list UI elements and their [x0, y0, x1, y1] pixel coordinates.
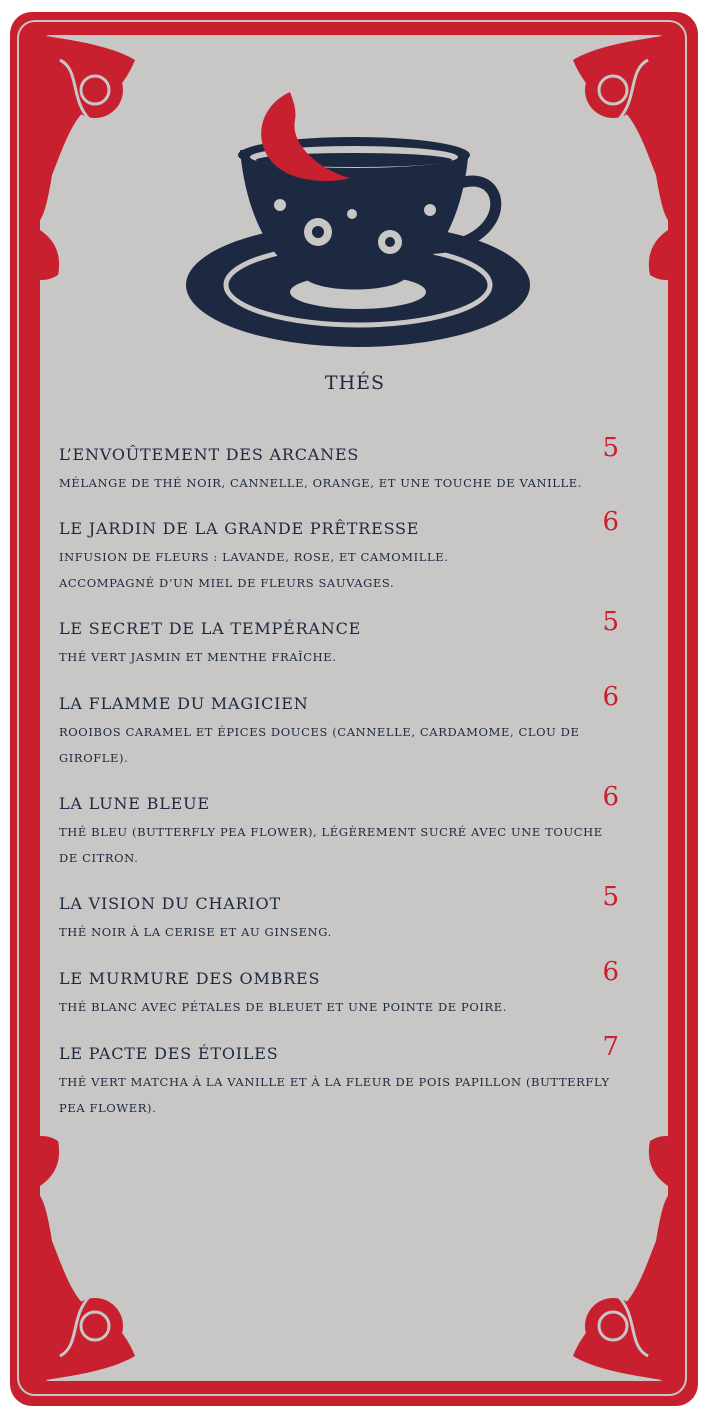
menu-item [59, 507, 619, 596]
item-name: LE PACTE DES ÉTOILES [59, 1044, 279, 1063]
section-title: THÉS [324, 372, 386, 394]
item-description: THÉ VERT JASMIN ET MENTHE FRAÎCHE. [59, 650, 337, 664]
item-name: LA LUNE BLEUE [59, 794, 210, 813]
menu-item [59, 433, 619, 496]
item-price: 6 [602, 682, 619, 712]
item-name: L’ENVOÛTEMENT DES ARCANES [59, 445, 360, 464]
item-description: MÉLANGE DE THÉ NOIR, CANNELLE, ORANGE, ET UNE TOUCHE DE VANILLE. [59, 476, 583, 490]
item-name: LE SECRET DE LA TEMPÉRANCE [59, 619, 362, 638]
item-price: 5 [602, 433, 619, 463]
item-price: 6 [602, 507, 619, 537]
item-description: THÉ VERT MATCHA À LA VANILLE ET À LA FLEUR DE POIS PAPILLON (BUTTERFLY PEA FLOWER). [59, 1075, 610, 1115]
item-description: THÉ NOIR À LA CERISE ET AU GINSENG. [59, 925, 332, 939]
menu-item [59, 1032, 619, 1121]
item-description: THÉ BLANC AVEC PÉTALES DE BLEUET ET UNE POINTE DE POIRE. [59, 1000, 508, 1014]
menu-item [59, 782, 619, 871]
item-price: 6 [602, 957, 619, 987]
item-name: LA VISION DU CHARIOT [59, 894, 281, 913]
item-description: ROOIBOS CARAMEL ET ÉPICES DOUCES (CANNELLE, CARDAMOME, CLOU DE GIROFLE). [59, 725, 580, 765]
item-name: LE MURMURE DES OMBRES [59, 969, 321, 988]
item-price: 5 [602, 607, 619, 637]
item-name: LA FLAMME DU MAGICIEN [59, 694, 309, 713]
item-name: LE JARDIN DE LA GRANDE PRÊTRESSE [59, 519, 420, 538]
item-price: 7 [602, 1032, 619, 1062]
menu-item [59, 882, 619, 945]
item-description: THÉ BLEU (BUTTERFLY PEA FLOWER), LÉGÈREMENT SUCRÉ AVEC UNE TOUCHE DE CITRON. [59, 825, 603, 865]
menu-item [59, 682, 619, 771]
menu-item [59, 607, 619, 670]
item-price: 6 [602, 782, 619, 812]
item-price: 5 [602, 882, 619, 912]
item-description: INFUSION DE FLEURS : LAVANDE, ROSE, ET CAMOMILLE. ACCOMPAGNÉ D’UN MIEL DE FLEURS SAUVAGES. [59, 550, 449, 590]
menu-item [59, 957, 619, 1020]
